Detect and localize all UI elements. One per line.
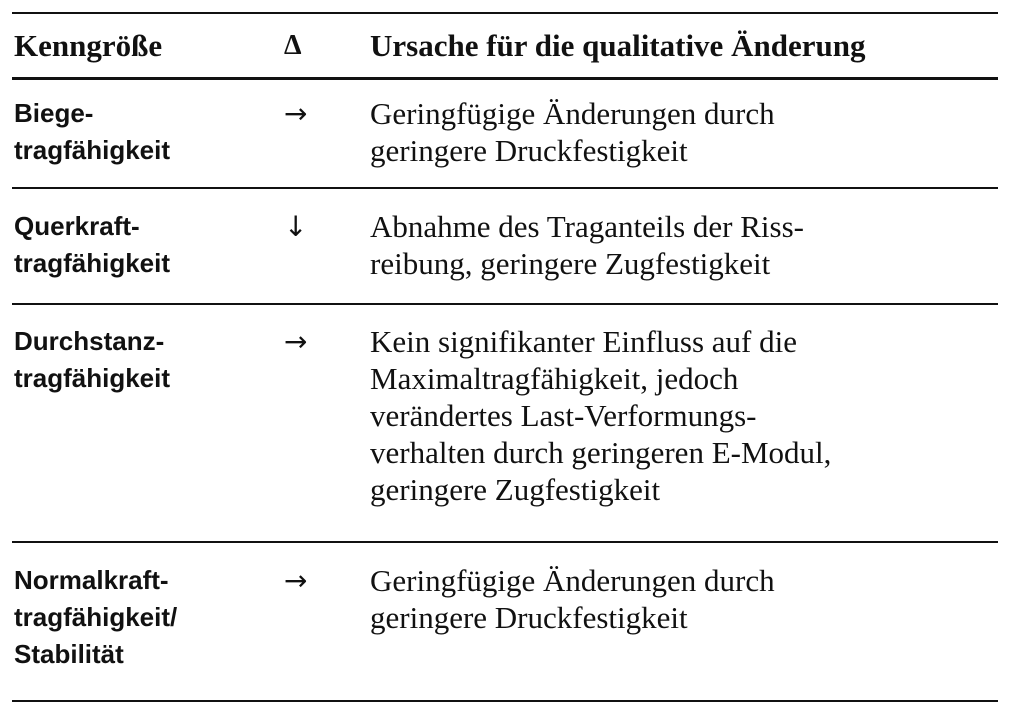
row-rule (12, 541, 998, 543)
cell-line: Durchstanz- (14, 326, 165, 356)
cell-line: verhalten durch geringeren E-Modul, (370, 435, 832, 470)
row-delta: ↓ (284, 210, 308, 243)
row-ursache (370, 95, 1000, 169)
cell-line: Normalkraft- (14, 565, 169, 595)
row-delta: → (284, 97, 308, 130)
row-kenngroesse (14, 95, 264, 169)
header-ursache: Ursache für die qualitative Änderung (370, 28, 866, 63)
cell-line: Geringfügige Änderungen durch (370, 96, 775, 131)
cell-line: tragfähigkeit (14, 248, 171, 278)
cell-line: geringere Druckfestigkeit (370, 600, 688, 635)
top-rule (12, 12, 998, 14)
cell-line: reibung, geringere Zugfestigkeit (370, 246, 771, 281)
header-delta: Δ (284, 30, 302, 61)
row-kenngroesse (14, 208, 264, 282)
cell-line: Geringfügige Änderungen durch (370, 563, 775, 598)
cell-line: geringere Druckfestigkeit (370, 133, 688, 168)
row-rule (12, 187, 998, 189)
cell-line: Maximaltragfähigkeit, jedoch (370, 361, 739, 396)
cell-line: geringere Zugfestigkeit (370, 472, 661, 507)
row-delta: → (284, 564, 308, 597)
cell-line: Kein signifikanter Einfluss auf die (370, 324, 798, 359)
row-rule (12, 303, 998, 305)
header-rule (12, 77, 998, 80)
cell-line: tragfähigkeit (14, 363, 171, 393)
row-kenngroesse (14, 323, 264, 397)
cell-line: verändertes Last-Verformungs- (370, 398, 757, 433)
row-ursache (370, 562, 1000, 636)
cell-line: Stabilität (14, 639, 124, 669)
bottom-rule (12, 700, 998, 702)
row-ursache (370, 208, 1000, 282)
cell-line: Querkraft- (14, 211, 140, 241)
row-delta: → (284, 325, 308, 358)
header-kenngroesse: Kenngröße (14, 28, 163, 63)
cell-line: Abnahme des Traganteils der Riss- (370, 209, 804, 244)
row-kenngroesse (14, 562, 264, 673)
row-ursache (370, 323, 1000, 508)
cell-line: Biege- (14, 98, 94, 128)
cell-line: tragfähigkeit (14, 135, 171, 165)
cell-line: tragfähigkeit/ (14, 602, 178, 632)
